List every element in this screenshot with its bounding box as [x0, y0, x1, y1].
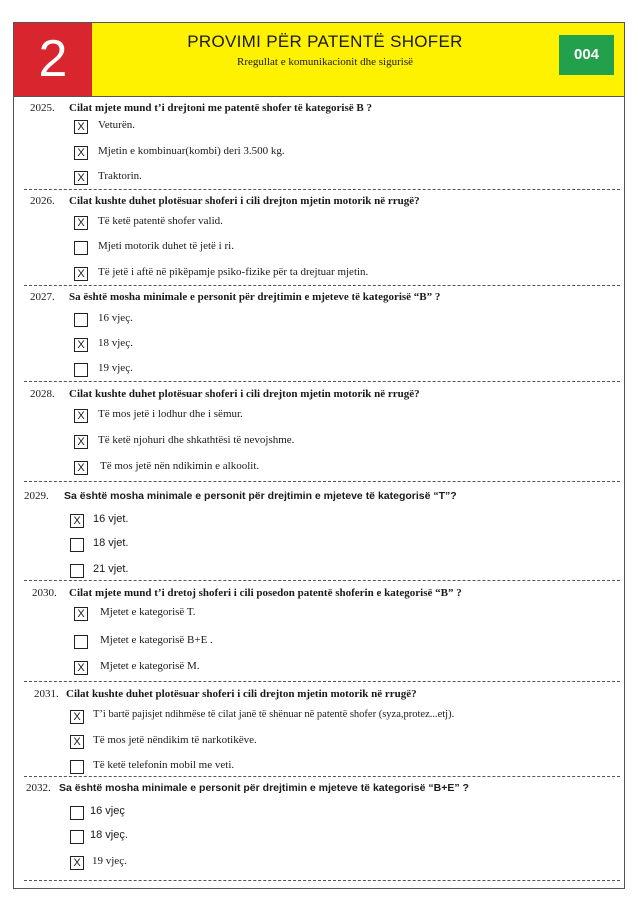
answer-text: 16 vjet. [93, 513, 129, 525]
answer-text: Të mos jetë i lodhur dhe i sëmur. [98, 408, 243, 420]
answer-checkbox[interactable]: X [74, 607, 88, 621]
answer-text: 18 vjeç. [90, 829, 128, 841]
answer-checkbox[interactable]: X [74, 661, 88, 675]
answer-text: Të ketë njohuri dhe shkathtësi të nevojshme. [98, 434, 295, 446]
divider [24, 681, 620, 682]
answer-checkbox[interactable]: X [74, 267, 88, 281]
question-number: 2027. [30, 291, 55, 303]
question-text: Sa është mosha minimale e personit për drejtimin e mjeteve të kategorisë “B+E” ? [59, 782, 469, 794]
question-number: 2031. [34, 688, 59, 700]
divider [24, 880, 620, 881]
page-title: PROVIMI PËR PATENTË SHOFER [187, 32, 463, 51]
test-code-badge: 004 [559, 35, 614, 75]
answer-text: Të mos jetë nëndikim të narkotikëve. [93, 734, 257, 746]
answer-text: T’i bartë pajisjet ndihmëse të cilat janë të shënuar në patentë shofer (syza,protez...etj). [93, 709, 455, 720]
answer-checkbox[interactable]: X [70, 710, 84, 724]
question-number: 2029. [24, 490, 49, 502]
answer-checkbox[interactable] [70, 564, 84, 578]
answer-checkbox[interactable] [70, 538, 84, 552]
answer-text: Të jetë i aftë në pikëpamje psiko-fizike për ta drejtuar mjetin. [98, 266, 369, 278]
answer-checkbox[interactable] [74, 241, 88, 255]
answer-text: Të ketë telefonin mobil me veti. [93, 759, 235, 771]
answer-text: Të mos jetë nën ndikimin e alkoolit. [100, 460, 260, 472]
answer-text: 19 vjeç. [92, 855, 127, 867]
answer-checkbox[interactable] [70, 806, 84, 820]
answer-text: Mjeti motorik duhet të jetë i ri. [98, 240, 234, 252]
question-text: Cilat kushte duhet plotësuar shoferi i cili drejton mjetin motorik në rrugë? [66, 688, 417, 700]
question-number: 2026. [30, 195, 55, 207]
answer-checkbox[interactable]: X [74, 409, 88, 423]
answer-checkbox[interactable]: X [74, 338, 88, 352]
question-text: Cilat kushte duhet plotësuar shoferi i cili drejton mjetin motorik në rrugë? [69, 195, 420, 207]
divider [24, 381, 620, 382]
answer-checkbox[interactable] [74, 313, 88, 327]
answer-text: Mjetet e kategorisë M. [100, 660, 200, 672]
question-number: 2028. [30, 388, 55, 400]
answer-text: Të ketë patentë shofer valid. [98, 215, 223, 227]
divider [24, 580, 620, 581]
answer-checkbox[interactable]: X [74, 435, 88, 449]
answer-text: 16 vjeç. [98, 312, 133, 324]
question-text: Cilat mjete mund t’i drejtoni me patentë shofer të kategorisë B ? [69, 102, 372, 114]
answer-checkbox[interactable]: X [74, 216, 88, 230]
answer-text: 18 vjeç. [98, 337, 133, 349]
answer-checkbox[interactable] [74, 635, 88, 649]
question-text: Cilat mjete mund t’i dretoj shoferi i cili posedon patentë shoferin e kategorisë “B” ? [69, 587, 462, 599]
answer-text: Mjetet e kategorisë B+E . [100, 634, 213, 646]
answer-text: Mjetin e kombinuar(kombi) deri 3.500 kg. [98, 145, 285, 157]
question-number: 2030. [32, 587, 57, 599]
answer-checkbox[interactable] [70, 830, 84, 844]
answer-checkbox[interactable]: X [74, 146, 88, 160]
divider [24, 189, 620, 190]
question-text: Sa është mosha minimale e personit për drejtimin e mjeteve të kategorisë “T”? [64, 490, 457, 502]
answer-text: Veturën. [98, 119, 135, 131]
answer-text: 18 vjet. [93, 537, 129, 549]
section-number: 2 [14, 23, 92, 96]
answer-checkbox[interactable]: X [70, 856, 84, 870]
divider [24, 285, 620, 286]
answer-checkbox[interactable]: X [74, 171, 88, 185]
answer-text: 16 vjeç [90, 805, 125, 817]
answer-text: Mjetet e kategorisë T. [100, 606, 196, 618]
question-number: 2032. [26, 782, 51, 794]
answer-checkbox[interactable]: X [70, 735, 84, 749]
answer-checkbox[interactable]: X [74, 461, 88, 475]
answer-checkbox[interactable] [70, 760, 84, 774]
question-text: Sa është mosha minimale e personit për drejtimin e mjeteve të kategorisë “B” ? [69, 291, 441, 303]
answer-text: 21 vjet. [93, 563, 129, 575]
answer-checkbox[interactable] [74, 363, 88, 377]
divider [24, 481, 620, 482]
page-subtitle: Rregullat e komunikacionit dhe sigurisë [237, 56, 413, 68]
answer-text: 19 vjeç. [98, 362, 133, 374]
divider [24, 776, 620, 777]
answer-checkbox[interactable]: X [74, 120, 88, 134]
answer-text: Traktorin. [98, 170, 142, 182]
answer-checkbox[interactable]: X [70, 514, 84, 528]
header-banner [14, 23, 624, 97]
question-text: Cilat kushte duhet plotësuar shoferi i cili drejton mjetin motorik në rrugë? [69, 388, 420, 400]
question-number: 2025. [30, 102, 55, 114]
